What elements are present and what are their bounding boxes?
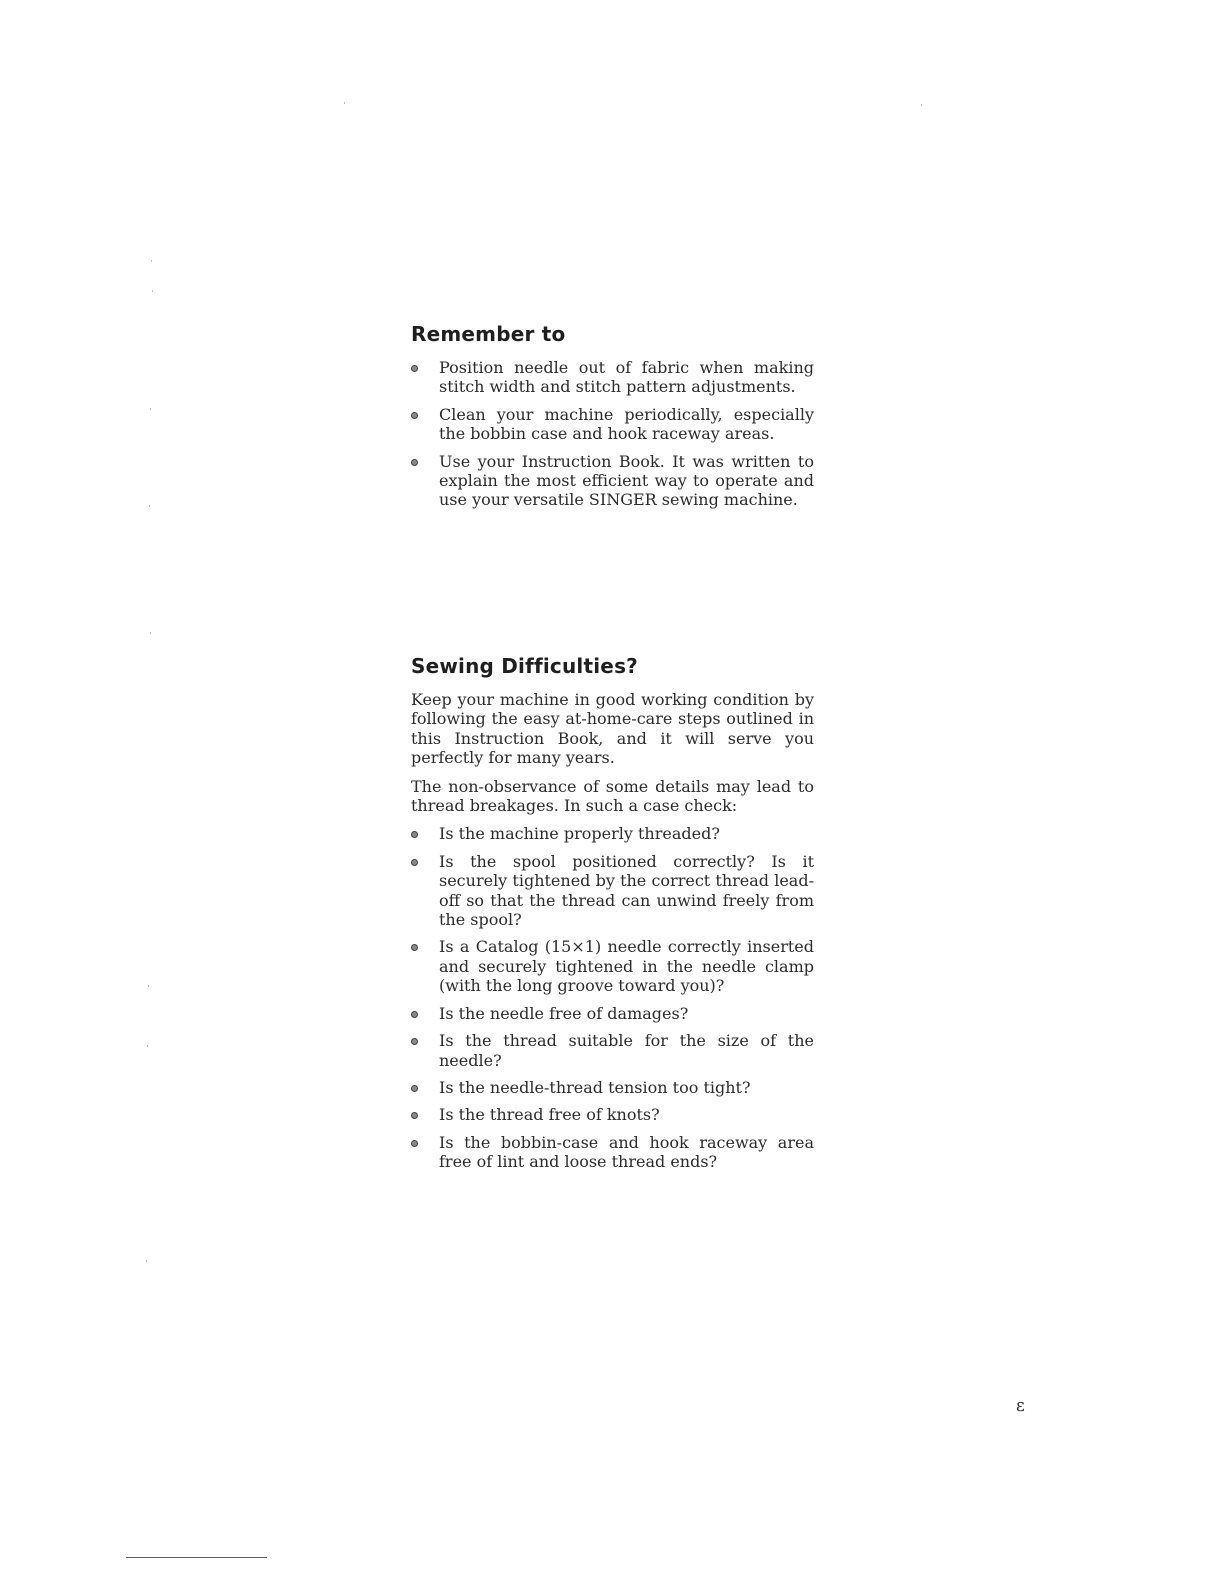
remember-to-section [411,320,814,518]
list-item [411,824,814,843]
remember-to-heading: Remember to [411,322,566,346]
remember-to-list [411,358,814,510]
scan-speck [149,505,150,507]
scan-speck [147,1045,148,1047]
list-item-text: Is the needle free of damages? [439,1003,689,1023]
scan-speck [148,985,149,987]
sewing-difficulties-heading: Sewing Difficulties? [411,654,638,678]
list-item [411,1004,814,1023]
list-item-text: Is the thread free of knots? [439,1105,660,1125]
list-item [411,358,814,397]
bullet-icon [411,1038,418,1045]
list-item-text: Is the machine properly threaded? [439,824,720,844]
scan-speck [151,260,152,262]
list-item [411,1031,814,1070]
list-item-text: Is the spool positioned correctly? Is it securely tightened by the correct thread lead-off so that the thread can unwind freely from the spool? [439,851,814,930]
checklist [411,824,814,1171]
bullet-icon [411,365,418,372]
scan-speck [150,632,151,634]
scan-speck [146,1260,147,1262]
list-item-text: Position needle out of fabric when making stitch width and stitch pattern adjustments. [439,358,814,397]
bullet-icon [411,1011,418,1018]
bullet-icon [411,1140,418,1147]
scan-speck [344,102,345,104]
footer-rule [126,1557,267,1558]
list-item [411,852,814,930]
bullet-icon [411,944,418,951]
list-item-text: Clean your machine periodically, especially the bobbin case and hook raceway areas. [439,404,814,444]
scan-speck [152,290,153,292]
bullet-icon [411,831,418,838]
bullet-icon [411,412,418,419]
list-item [411,1105,814,1124]
list-item-text: Is the bobbin-case and hook raceway area free of lint and loose thread ends? [439,1132,814,1172]
list-item [411,1133,814,1172]
list-item-text: Use your Instruction Book. It was written to explain the most efficient way to operate and use your versatile SINGER sewing machine. [439,451,814,510]
list-item [411,405,814,444]
list-item-text: Is the thread suitable for the size of the needle? [439,1031,814,1070]
list-item [411,937,814,995]
sewing-difficulties-section [411,652,814,1180]
list-item-text: Is the needle-thread tension too tight? [439,1077,751,1097]
list-item [411,452,814,510]
list-item-text: Is a Catalog (15×1) needle correctly inserted and securely tightened in the needle clamp (with the long groove toward you)? [439,937,814,996]
list-item [411,1078,814,1097]
page-number: ε [1016,1396,1025,1416]
bullet-icon [411,1085,418,1092]
bullet-icon [411,1112,418,1119]
intro-paragraph: Keep your machine in good working condition by following the easy at-home-care steps outlined in this Instruction Book, and it will serve you perfectly for many years. [411,690,814,768]
bullet-icon [411,459,418,466]
scan-speck [921,104,922,106]
scan-speck [150,408,151,410]
bullet-icon [411,859,418,866]
check-paragraph: The non-observance of some details may lead to thread breakages. In such a case check: [411,776,814,816]
